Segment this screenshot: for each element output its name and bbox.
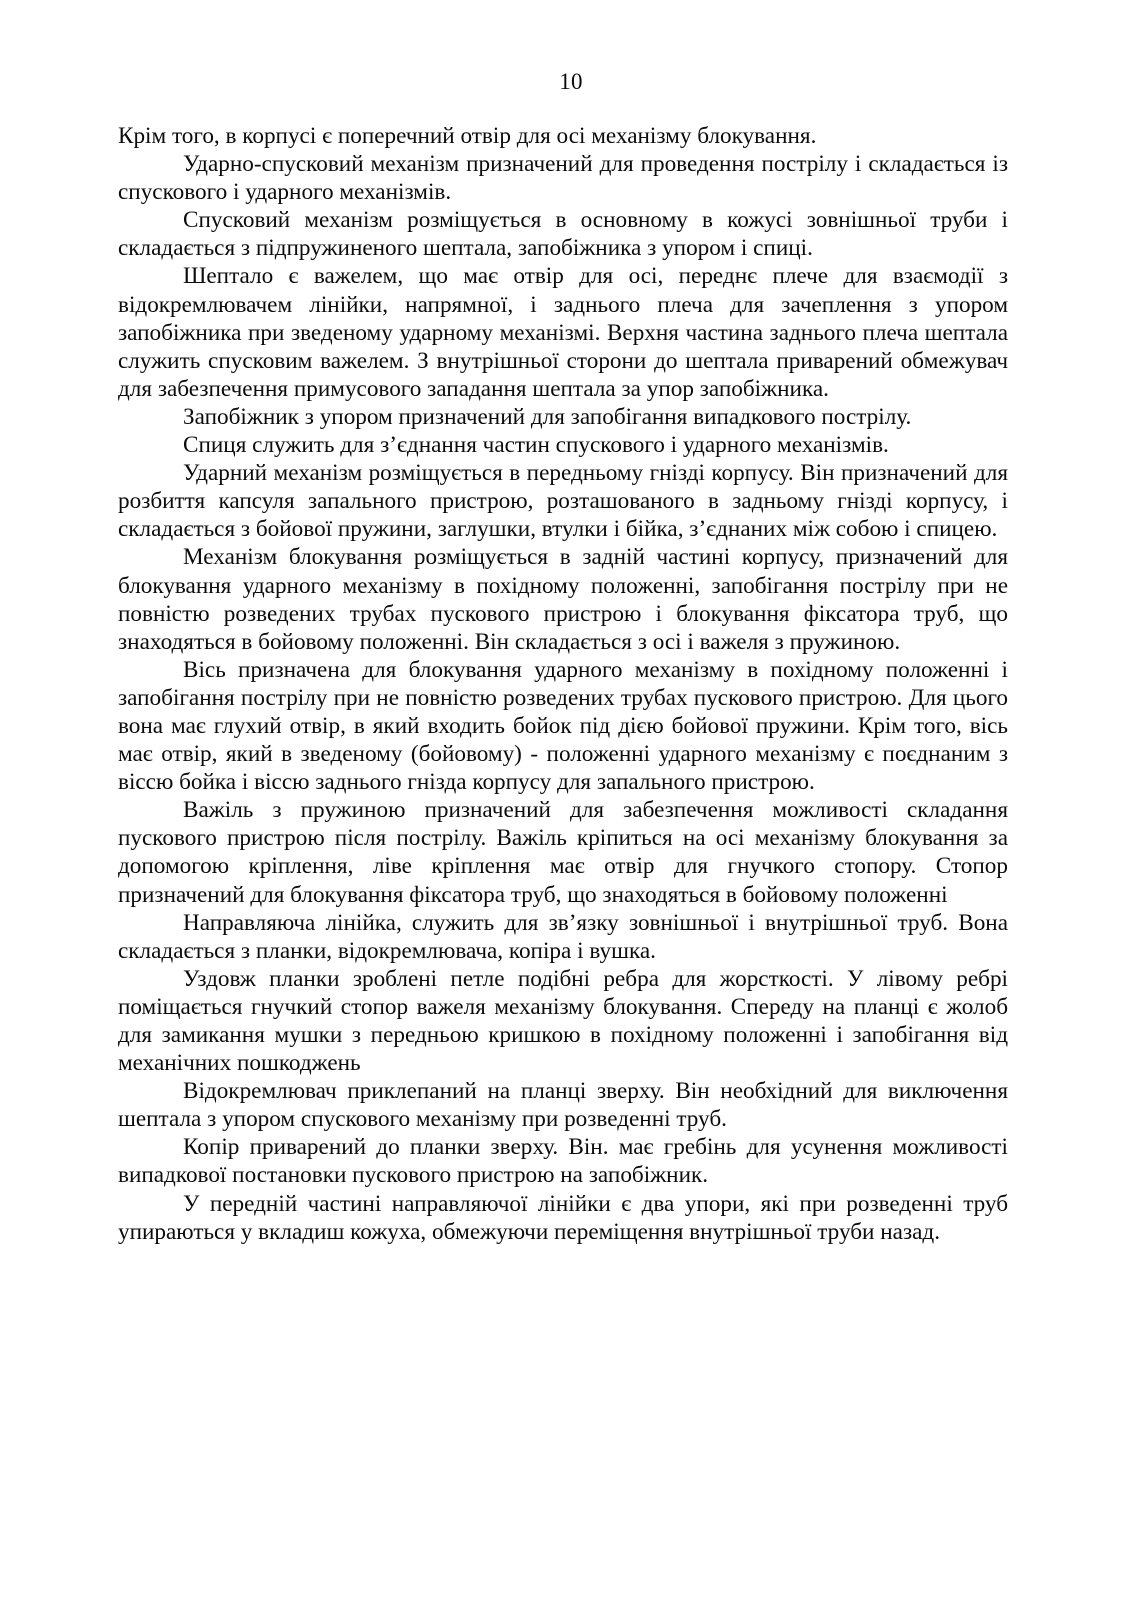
- document-body: [118, 122, 1008, 1246]
- body-paragraph: Ударний механізм розміщується в передньому гнізді корпусу. Він призначений для розбиття капсуля запального пристрою, розташованого в задньому гнізді корпусу, і складається з бойової пружини, заглушки, втулки і бійка, з’єднаних між собою і спицею.: [118, 460, 1008, 543]
- body-paragraph: Спусковий механізм розміщується в основному в кожусі зовнішньої труби і складається з підпружиненого шептала, запобіжника з упором і спиці.: [118, 207, 1008, 262]
- body-paragraph: Відокремлювач приклепаний на планці зверху. Він необхідний для виключення шептала з упором спускового механізму при розведенні труб.: [118, 1078, 1008, 1133]
- page-number: 10: [559, 69, 583, 94]
- body-paragraph: Ударно-спусковий механізм призначений для проведення пострілу і складається із спускового і ударного механізмів.: [118, 151, 1008, 206]
- body-paragraph: Направляюча лінійка, служить для зв’язку зовнішньої і внутрішньої труб. Вона складається з планки, відокремлювача, копіра і вушка.: [118, 909, 1008, 964]
- body-paragraph: Шептало є важелем, що має отвір для осі, переднє плече для взаємодії з відокремлювачем лінійки, напрямної, і заднього плеча для зачеплення з упором запобіжника при зведеному ударному механізмі. Верхня частина заднього плеча шептала служить спусковим важелем. З внутрішньої сторони до шептала приварений обмежувач для забезпечення примусового западання шептала за упор запобіжника.: [118, 263, 1008, 402]
- body-paragraph: Уздовж планки зроблені петле подібні ребра для жорсткості. У лівому ребрі поміщається гнучкий стопор важеля механізму блокування. Спереду на планці є жолоб для замикання мушки з передньою кришкою в похідному положенні і запобігання від механічних пошкоджень: [118, 965, 1008, 1077]
- body-paragraph: Спиця служить для з’єднання частин спускового і ударного механізмів.: [183, 432, 889, 459]
- body-paragraph: Вісь призначена для блокування ударного механізму в похідному положенні і запобігання пострілу при не повністю розведених трубах пускового пристрою. Для цього вона має глухий отвір, в який входить бойок під дією бойової пружини. Крім того, вісь має отвір, який в зведеному (бойовому) - положенні ударного механізму є поєднаним з віссю бойка і віссю заднього гнізда корпусу для запального пристрою.: [118, 656, 1008, 796]
- body-paragraph: Механізм блокування розміщується в задній частині корпусу, призначений для блокування ударного механізму в похідному положенні, запобігання пострілу при не повністю розведених трубах пускового пристрою і блокування фіксатора труб, що знаходяться в бойовому положенні. Він складається з осі і важеля з пружиною.: [118, 544, 1008, 655]
- body-paragraph: Запобіжник з упором призначений для запобігання випадкового пострілу.: [183, 403, 912, 430]
- body-paragraph: Важіль з пружиною призначений для забезпечення можливості складання пускового пристрою після пострілу. Важіль кріпиться на осі механізму блокування за допомогою кріплення, ліве кріплення має отвір для гнучкого стопору. Стопор призначений для блокування фіксатора труб, що знаходяться в бойовому положенні: [118, 797, 1008, 908]
- body-paragraph: Копір приварений до планки зверху. Він. має гребінь для усунення можливості випадкової постановки пускового пристрою на запобіжник.: [118, 1134, 1008, 1189]
- body-paragraph: У передній частині направляючої лінійки є два упори, які при розведенні труб упираються у вкладиш кожуха, обмежуючи переміщення внутрішньої труби назад.: [118, 1190, 1008, 1245]
- body-paragraph: Крім того, в корпусі є поперечний отвір для осі механізму блокування.: [118, 123, 817, 149]
